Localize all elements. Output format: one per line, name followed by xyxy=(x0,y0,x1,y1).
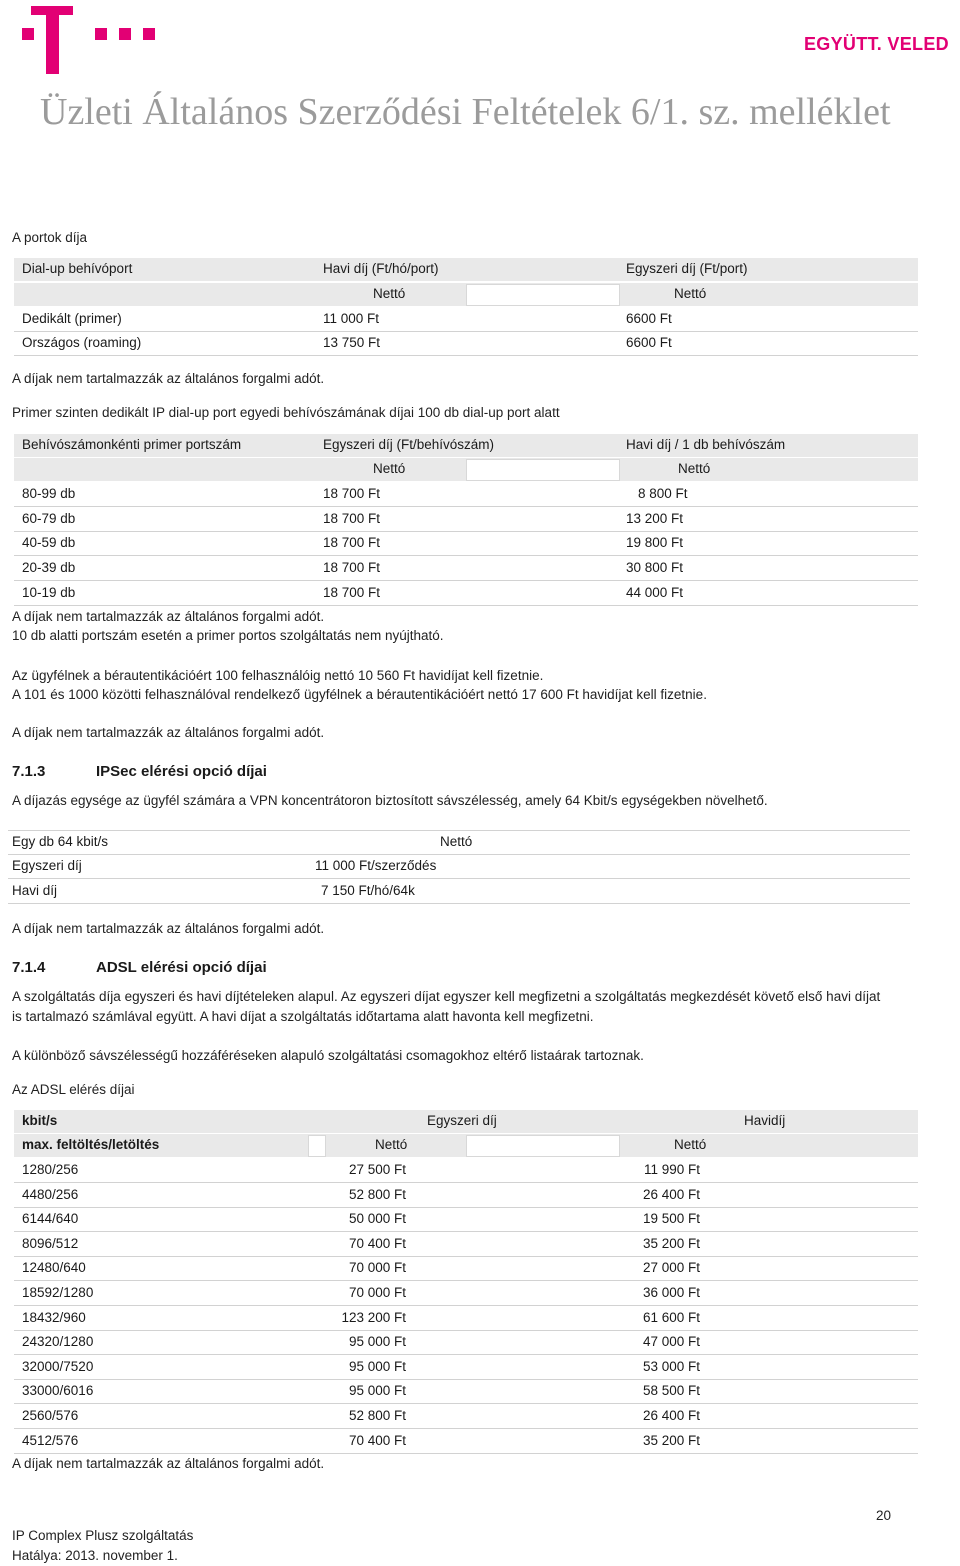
ports-header-col1: Dial-up behívóport xyxy=(22,261,133,276)
adsl-para1b: is tartalmazó számlával együtt. A havi díjat a szolgáltatás időtartama alatt havonta kell megfizetni. xyxy=(12,1009,594,1024)
section-heading: ADSL elérési opció díjai xyxy=(96,959,267,976)
cell: Havi díj xyxy=(12,883,58,898)
cell: 35 200 Ft xyxy=(642,1432,700,1448)
vat-note: A díjak nem tartalmazzák az általános forgalmi adót. xyxy=(12,1456,325,1471)
table-row xyxy=(14,557,918,581)
cell: 47 000 Ft xyxy=(642,1334,700,1350)
cell: 35 200 Ft xyxy=(642,1235,700,1251)
cell: 95 000 Ft xyxy=(348,1383,406,1399)
table-row xyxy=(14,308,918,332)
cell: 18 700 Ft xyxy=(323,486,381,501)
cell: 18 700 Ft xyxy=(323,535,381,550)
cell: 18432/960 xyxy=(22,1309,86,1325)
empty-cell xyxy=(308,1135,326,1157)
cell: 26 400 Ft xyxy=(642,1186,700,1202)
cell: 8096/512 xyxy=(22,1235,79,1251)
cell: 18 700 Ft xyxy=(323,585,381,600)
ipsec-header-row xyxy=(8,830,910,855)
table-row xyxy=(14,1307,918,1331)
net-label: Nettó xyxy=(373,461,406,476)
ports-header-col3: Egyszeri díj (Ft/port) xyxy=(626,261,748,276)
cell: 18 700 Ft xyxy=(323,511,381,526)
cell: 19 800 Ft xyxy=(626,535,684,550)
cell: 52 800 Ft xyxy=(348,1408,406,1423)
table-row xyxy=(14,1159,918,1183)
table-row xyxy=(14,508,918,532)
vat-note: A díjak nem tartalmazzák az általános forgalmi adót. xyxy=(12,725,325,740)
net-label: Nettó xyxy=(674,1137,707,1152)
primer-header-col3: Havi díj / 1 db behívószám xyxy=(626,437,786,452)
cell: 123 200 Ft xyxy=(341,1309,406,1325)
cell: 11 000 Ft xyxy=(323,311,380,326)
table-row xyxy=(14,332,918,356)
cell: 70 400 Ft xyxy=(348,1235,406,1251)
cell: 6144/640 xyxy=(22,1211,79,1227)
cell: 24320/1280 xyxy=(22,1334,94,1350)
section-number: 7.1.4 xyxy=(12,959,46,976)
cell: 70 000 Ft xyxy=(348,1260,406,1276)
cell: 95 000 Ft xyxy=(348,1358,406,1374)
page-title: Üzleti Általános Szerződési Feltételek 6/1. sz. melléklet xyxy=(40,91,891,133)
vat-note: A díjak nem tartalmazzák az általános forgalmi adót. xyxy=(12,371,325,386)
net-label: Nettó xyxy=(440,834,473,849)
cell: Országos (roaming) xyxy=(22,335,142,350)
adsl-caption: Az ADSL elérés díjai xyxy=(12,1082,135,1097)
cell: 11 000 Ft/szerződés xyxy=(315,858,437,873)
cell: 18 700 Ft xyxy=(323,560,381,575)
table-row xyxy=(14,1430,918,1454)
primer-subheader-row xyxy=(14,458,918,481)
auth-line1: Az ügyfélnek a bérautentikációért 100 felhasználóig nettó 10 560 Ft havidíjat kell fizetnie. xyxy=(12,668,544,683)
table-row xyxy=(14,582,918,606)
cell: 4512/576 xyxy=(22,1432,79,1448)
table-row xyxy=(14,532,918,556)
auth-line2: A 101 és 1000 közötti felhasználóval rendelkező ügyfélnek a bérautentikációért nettó 17 600 Ft havidíjat kell fizetnie. xyxy=(12,687,707,702)
adsl-para2: A különböző sávszélességű hozzáféréseken alapuló szolgáltatási csomagokhoz eltérő listaárak tartoznak. xyxy=(12,1048,644,1063)
telekom-logo xyxy=(22,6,162,74)
ipsec-header-left: Egy db 64 kbit/s xyxy=(12,834,109,849)
net-label: Nettó xyxy=(375,1137,408,1152)
cell: 95 000 Ft xyxy=(348,1334,406,1350)
section-heading: IPSec elérési opció díjai xyxy=(96,763,267,780)
primer-min-note: 10 db alatti portszám esetén a primer portos szolgáltatás nem nyújtható. xyxy=(12,628,444,643)
cell: Dedikált (primer) xyxy=(22,311,122,326)
cell: 58 500 Ft xyxy=(642,1383,700,1399)
cell: 53 000 Ft xyxy=(642,1358,700,1374)
primer-caption: Primer szinten dedikált IP dial-up port egyedi behívószámának díjai 100 db dial-up port alatt xyxy=(12,405,560,420)
cell: 70 400 Ft xyxy=(348,1432,406,1448)
empty-cell xyxy=(466,459,620,481)
cell: 33000/6016 xyxy=(22,1383,94,1399)
table-row xyxy=(14,1405,918,1429)
cell: Egyszeri díj xyxy=(12,858,82,873)
cell: 4480/256 xyxy=(22,1186,79,1202)
cell: 8 800 Ft xyxy=(638,486,688,501)
cell: 36 000 Ft xyxy=(642,1285,700,1300)
cell: 44 000 Ft xyxy=(626,585,684,600)
vat-note: A díjak nem tartalmazzák az általános forgalmi adót. xyxy=(12,609,325,624)
primer-header-row xyxy=(14,434,918,457)
cell: 52 800 Ft xyxy=(348,1186,406,1202)
net-label: Nettó xyxy=(373,286,406,301)
table-row xyxy=(14,1184,918,1208)
cell: 27 500 Ft xyxy=(348,1162,406,1177)
adsl-subheader-row xyxy=(14,1134,918,1157)
cell: 60-79 db xyxy=(22,511,76,526)
cell: 12480/640 xyxy=(22,1260,86,1276)
empty-cell xyxy=(466,1135,620,1157)
adsl-header-col1b: max. feltöltés/letöltés xyxy=(22,1137,160,1152)
adsl-header-row xyxy=(14,1110,918,1133)
ports-caption: A portok díja xyxy=(12,230,88,245)
net-label: Nettó xyxy=(674,286,707,301)
adsl-header-col3: Havidíj xyxy=(744,1113,786,1128)
cell: 80-99 db xyxy=(22,486,76,501)
table-row xyxy=(8,880,910,904)
footer-effective: Hatálya: 2013. november 1. xyxy=(12,1548,178,1563)
adsl-header-col1: kbit/s xyxy=(22,1113,58,1128)
cell: 70 000 Ft xyxy=(348,1285,406,1300)
cell: 30 800 Ft xyxy=(626,560,684,575)
cell: 27 000 Ft xyxy=(642,1260,700,1276)
cell: 50 000 Ft xyxy=(348,1211,406,1227)
table-row xyxy=(14,1356,918,1380)
vat-note: A díjak nem tartalmazzák az általános forgalmi adót. xyxy=(12,921,325,936)
cell: 11 990 Ft xyxy=(643,1162,700,1177)
cell: 18592/1280 xyxy=(22,1285,94,1300)
cell: 7 150 Ft/hó/64k xyxy=(321,883,415,898)
adsl-header-col2: Egyszeri díj xyxy=(427,1113,497,1128)
cell: 40-59 db xyxy=(22,535,76,550)
cell: 13 750 Ft xyxy=(323,335,381,350)
table-row xyxy=(14,1380,918,1404)
cell: 2560/576 xyxy=(22,1408,79,1423)
primer-header-col2: Egyszeri díj (Ft/behívószám) xyxy=(323,437,495,452)
primer-header-col1: Behívószámonkénti primer portszám xyxy=(22,437,242,452)
table-row xyxy=(14,1257,918,1281)
empty-cell xyxy=(466,284,620,306)
cell: 1280/256 xyxy=(22,1162,79,1177)
ports-subheader-row xyxy=(14,283,918,306)
brand-slogan: EGYÜTT. VELED xyxy=(804,34,949,54)
cell: 32000/7520 xyxy=(22,1358,94,1374)
table-row xyxy=(8,855,910,879)
cell: 20-39 db xyxy=(22,560,76,575)
ports-header-col2: Havi díj (Ft/hó/port) xyxy=(323,261,439,276)
net-label: Nettó xyxy=(678,461,711,476)
table-row xyxy=(14,1282,918,1306)
cell: 10-19 db xyxy=(22,585,76,600)
footer-service: IP Complex Plusz szolgáltatás xyxy=(12,1528,194,1543)
cell: 6600 Ft xyxy=(626,335,672,350)
table-row xyxy=(14,1331,918,1355)
cell: 13 200 Ft xyxy=(626,511,684,526)
cell: 19 500 Ft xyxy=(642,1211,700,1227)
ipsec-text: A díjazás egysége az ügyfél számára a VPN koncentrátoron biztosított sávszélesség, amely 64 Kbit/s egységekben növelhető. xyxy=(12,793,768,808)
table-row xyxy=(14,1208,918,1232)
ports-header-row xyxy=(14,258,918,281)
cell: 61 600 Ft xyxy=(642,1309,700,1325)
section-number: 7.1.3 xyxy=(12,763,46,780)
table-row xyxy=(14,1233,918,1257)
adsl-para1a: A szolgáltatás díja egyszeri és havi díjtételeken alapul. Az egyszeri díjat egyszer kell megfizetni a szolgáltatás megkezdését követő első havi díjat xyxy=(12,989,881,1004)
cell: 6600 Ft xyxy=(626,311,672,326)
table-row xyxy=(14,483,918,507)
cell: 26 400 Ft xyxy=(642,1408,700,1423)
page-number: 20 xyxy=(876,1508,892,1523)
